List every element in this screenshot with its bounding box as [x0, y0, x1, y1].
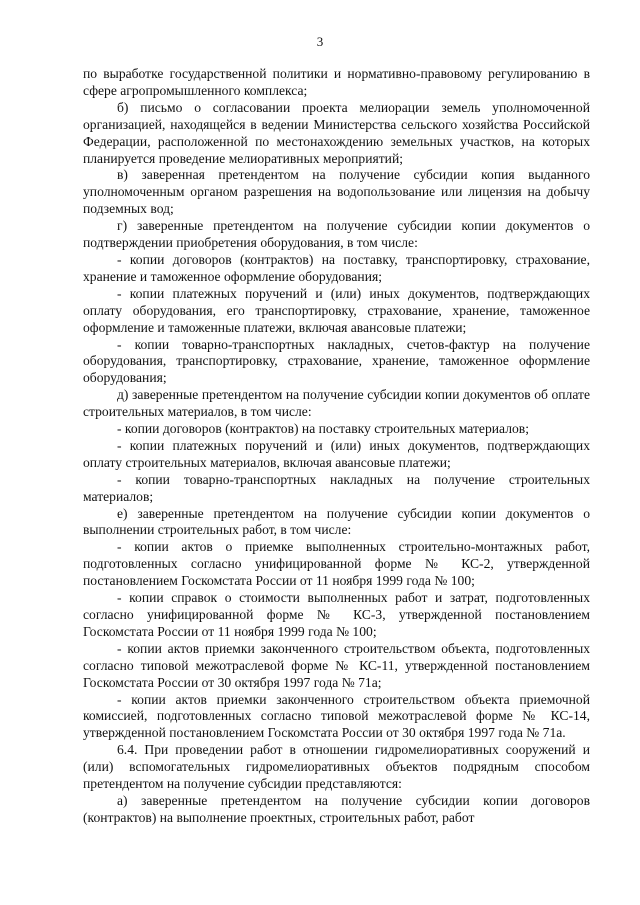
paragraph-item-b: б) письмо о согласовании проекта мелиорации земель уполномоченной организацией, находящейся в ведении Министерства сельского хозяйства Российской Федерации, расположенной по местонахождению земельных участков, на которых планируется проведение мелиоративных мероприятий;	[83, 99, 590, 166]
paragraph-item-g: г) заверенные претендентом на получение субсидии копии документов о подтверждении приобретения оборудования, в том числе:	[83, 218, 590, 251]
page-number: 3	[316, 34, 324, 49]
paragraph-subitem: - копии платежных поручений и (или) иных документов, подтверждающих оплату оборудования, его транспортировку, страхование, хранение, таможенное оформление и таможенные платежи, включая авансовые платежи;	[83, 285, 590, 335]
paragraph-section-6-4: 6.4. При проведении работ в отношении гидромелиоративных сооружений и (или) вспомогательных гидромелиоративных объектов подрядным способом претендентом на получение субсидии представляются:	[83, 742, 590, 792]
paragraph-subitem: - копии справок о стоимости выполненных работ и затрат, подготовленных согласно унифицированной форме № КС-3, утвержденной постановлением Госкомстата России от 11 ноября 1999 года № 100;	[83, 590, 590, 639]
paragraph-item-v: в) заверенная претендентом на получение субсидии копия выданного уполномоченным органом разрешения на водопользование или лицензия на добычу подземных вод;	[83, 167, 590, 217]
paragraph-subitem: - копии договоров (контрактов) на поставку строительных материалов;	[117, 421, 529, 437]
paragraph-subitem: - копии платежных поручений и (или) иных документов, подтверждающих оплату строительных материалов, включая авансовые платежи;	[83, 437, 590, 470]
paragraph-continuation: по выработке государственной политики и нормативно-правовому регулированию в сфере агропромышленного комплекса;	[83, 66, 590, 98]
paragraph-item-d: д) заверенные претендентом на получение субсидии копии документов об оплате строительных материалов, в том числе:	[83, 387, 590, 420]
paragraph-subitem: - копии договоров (контрактов) на поставку, транспортировку, страхование, хранение и таможенное оформление оборудования;	[83, 251, 590, 284]
paragraph-subitem: - копии товарно-транспортных накладных на получение строительных материалов;	[83, 471, 590, 504]
paragraph-subitem: - копии товарно-транспортных накладных, счетов-фактур на получение оборудования, транспортировку, страхование, хранение, таможенное оформление оборудования;	[83, 336, 590, 386]
paragraph-subitem: - копии актов о приемке выполненных строительно-монтажных работ, подготовленных согласно унифицированной форме № КС-2, утвержденной постановлением Госкомстата России от 11 ноября 1999 года № 100;	[83, 539, 590, 589]
paragraph-subitem: - копии актов приемки законченного строительством объекта, подготовленных согласно типовой межотраслевой форме № КС-11, утвержденной постановлением Госкомстата России от 30 октября 1997 года № 71а;	[83, 640, 590, 690]
paragraph-subitem: - копии актов приемки законченного строительством объекта приемочной комиссией, подготовленных согласно типовой межотраслевой форме № КС-14, утвержденной постановлением Госкомстата России от 30 октября 1997 года № 71а.	[83, 691, 590, 741]
paragraph-item-e: е) заверенные претендентом на получение субсидии копии документов о выполнении строительных работ, в том числе:	[83, 505, 590, 538]
paragraph-item-a: а) заверенные претендентом на получение субсидии копии договоров (контрактов) на выполнение проектных, строительных работ, работ	[83, 792, 590, 825]
document-body	[83, 66, 590, 827]
